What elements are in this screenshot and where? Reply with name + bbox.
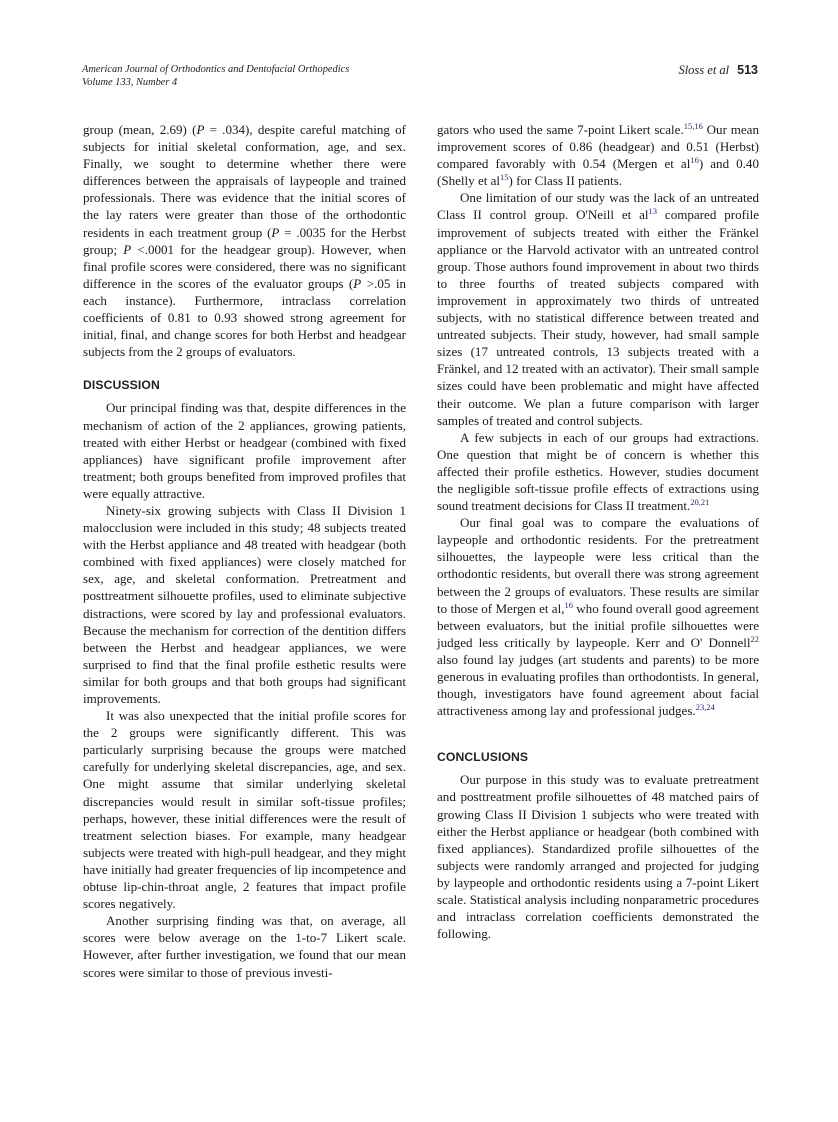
- paragraph: Ninety-six growing subjects with Class II Division 1 malocclusion were included in this study; 48 subjects treated with the Herbst appliance and 48 treated with headgear (both combined with fixed appliances) were closely matched for sex, age, and skeletal conformation. Pretreatment and posttreatment silhouette profiles, used to eliminate subjective distractions, were scored by lay and professional evaluators. Because the mechanism for correction of the dentition differs between the Herbst and headgear appliances, we were surprised to find that the final profile esthetic results were similar for both groups and that both groups had significant improvements.: [83, 502, 406, 706]
- running-author: Sloss et al: [678, 63, 730, 77]
- p-value-symbol: P: [271, 224, 280, 240]
- journal-volume: Volume 133, Number 4: [82, 77, 178, 88]
- paragraph: [437, 514, 759, 719]
- p-value-symbol: P: [196, 122, 205, 137]
- running-header: [82, 63, 758, 89]
- paragraph: [83, 121, 406, 360]
- text-run: compared profile improvement of subjects treated with either the Fränkel appliance or the Harvold activator with an untreated control group. Those authors found improvement in about two thirds to three fourths of treated subjects compared with improvement in approximately two thirds of untreated subjects, with no statistical difference between treated and untreated subjects. Their study, however, had small sample sizes (17 untreated controls, 13 subjects treated with a Fränkel, and 12 treated with an activator). Their small sample sizes could have been problematic and might have affected their outcome. We plan a future comparison with larger samples of treated and control subjects.: [437, 207, 759, 428]
- right-column: [437, 121, 759, 942]
- paragraph: [437, 189, 759, 428]
- text-run: >.05 in each instance). Furthermore, intraclass correlation coefficients of 0.81 to 0.93 showed strong agreement for initial, final, and change scores for both Herbst and headgear subjects from the 2 groups of evaluators.: [83, 275, 406, 360]
- reference-link[interactable]: 23,24: [695, 702, 715, 713]
- section-heading-conclusions: CONCLUSIONS: [437, 750, 529, 765]
- text-run: ) for Class II patients.: [508, 173, 622, 189]
- paragraph: Our principal finding was that, despite differences in the mechanism of action of the 2 appliances, growing patients, treated with either Herbst or headgear (combined with fixed appliances) have significant profile improvement after treatment; both groups benefited from improved profiles that were equally attractive.: [83, 400, 406, 501]
- reference-link[interactable]: 13: [648, 206, 658, 217]
- reference-link[interactable]: 16: [690, 155, 699, 166]
- text-run: Our final goal was to compare the evaluations of laypeople and orthodontic residents. For the pretreatment silhouettes, the laypeople were less critical than the orthodontic residents, but overall there was strong agreement between the 2 groups of evaluators. These results are similar to those of Mergen et al,: [437, 515, 759, 616]
- text-run: One limitation of our study was the lack of an untreated Class II control group. O'Neill et al: [437, 190, 759, 223]
- reference-link[interactable]: 22: [750, 633, 759, 644]
- text-run: gators who used the same 7-point Likert scale.: [437, 122, 684, 137]
- text-run: Our mean improvement scores of 0.86 (headgear) and 0.51 (Herbst) compared favorably with 0.54 (Mergen et al: [437, 122, 760, 172]
- text-run: who found overall good agreement between evaluators, but the initial profile silhouettes were judged less critically by laypeople. Kerr and O' Donnell: [437, 600, 759, 650]
- journal-info: [82, 63, 758, 89]
- paragraph: Our purpose in this study was to evaluate pretreatment and posttreatment profile silhouettes of 48 matched pairs of growing Class II Division 1 subjects who were treated with either the Herbst appliance or headgear (both combined with fixed appliances). Standardized profile silhouettes of the subjects were randomly arranged and projected for judging by laypeople and orthodontic residents using a 7-point Likert scale. Statistical analysis including nonparametric procedures and intraclass correlation coefficients demonstrated the following.: [437, 772, 759, 942]
- text-run: ) and 0.40 (Shelly et al: [437, 156, 759, 189]
- paragraph: [437, 429, 759, 514]
- page-number: 513: [737, 63, 758, 77]
- paragraph: [437, 121, 759, 189]
- text-run: A few subjects in each of our groups had extractions. One question that might be of concern is whether this affected their profile esthetics. However, studies document the negligible soft-tissue profile effects of extractions using sound treatment decisions for Class II treatment.: [437, 429, 759, 514]
- left-column: [83, 121, 406, 981]
- paragraph: Another surprising finding was that, on average, all scores were below average on the 1-to-7 Likert scale. However, after further investigation, we found that our mean scores were similar to those of previous investi-: [83, 913, 406, 980]
- reference-link[interactable]: 15: [500, 172, 509, 183]
- reference-link[interactable]: 16: [564, 599, 573, 610]
- text-run: = .034), despite careful matching of subjects for initial skeletal conformation, age, and sex. Finally, we sought to determine whether there were differences between the appraisals of laypeople and trained professionals. There was evidence that the initial scores of the lay raters were greater than those of the orthodontic residents in each treatment group (: [83, 122, 407, 240]
- p-value-symbol: P: [123, 241, 132, 257]
- reference-link[interactable]: 20,21: [690, 497, 710, 508]
- text-run: = .0035 for the Herbst group;: [83, 224, 406, 257]
- p-value-symbol: P: [353, 275, 362, 291]
- text-run: <.0001 for the headgear group). However, when final profile scores were considered, there was no significant difference in the scores of the evaluator groups (: [83, 241, 407, 291]
- journal-title: American Journal of Orthodontics and Dentofacial Orthopedics: [82, 64, 350, 75]
- author-page: [678, 63, 758, 77]
- reference-link[interactable]: 15,16: [683, 121, 703, 131]
- paragraph: It was also unexpected that the initial profile scores for the 2 groups were significantly different. This was particularly surprising because the groups were matched carefully for underlying skeletal discrepancies, age, and sex. One might assume that similar underlying skeletal discrepancies would result in similar soft-tissue profiles; perhaps, however, these initial differences were the result of treatment selection biases. For example, many headgear subjects were treated with high-pull headgear, and they might have initially had greater frequencies of lip incompetence and obtuse lip-chin-throat angle, 2 features that impact profile scores negatively.: [83, 708, 406, 912]
- text-run: also found lay judges (art students and parents) to be more generous in evaluating profiles than orthodontists. In general, though, investigators have found agreement about facial attractiveness among lay and professional judges.: [437, 651, 759, 719]
- section-heading-discussion: DISCUSSION: [83, 378, 160, 393]
- text-run: group (mean, 2.69) (: [83, 122, 197, 137]
